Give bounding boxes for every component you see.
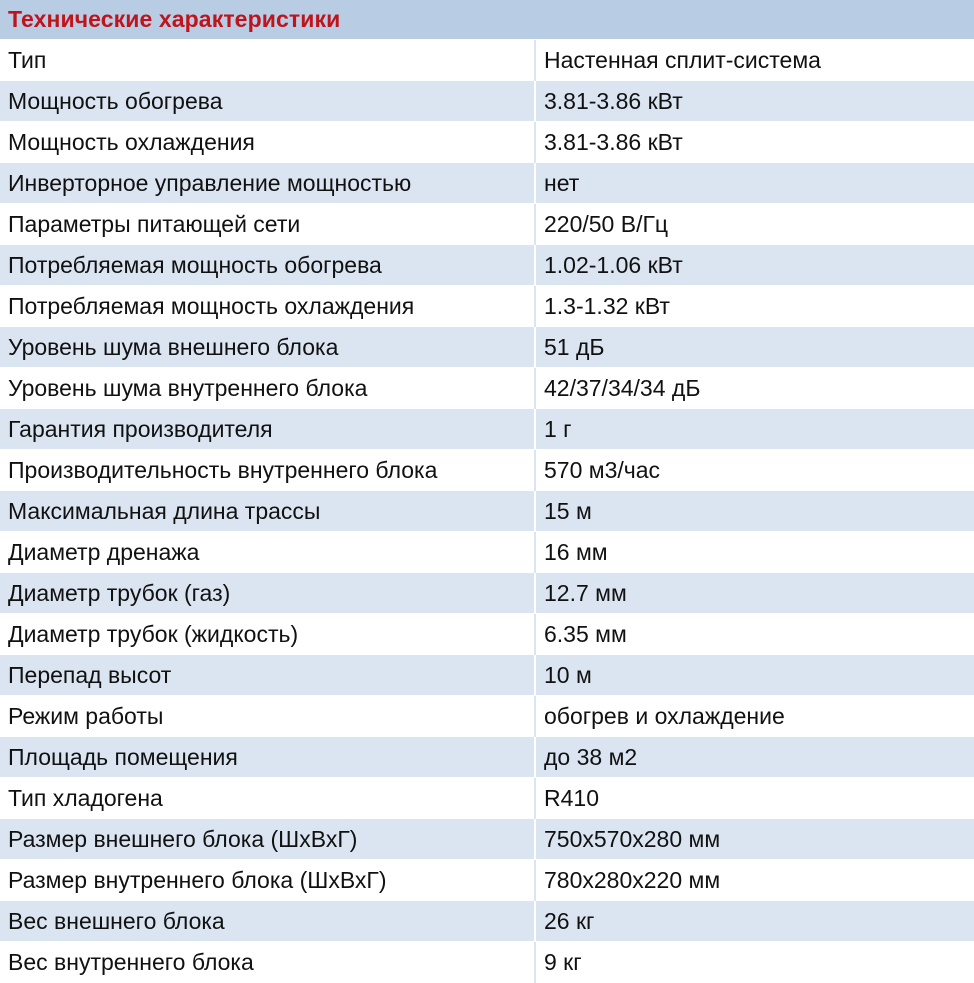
row-label: Уровень шума внешнего блока <box>0 327 535 368</box>
row-label: Параметры питающей сети <box>0 204 535 245</box>
row-label: Диаметр дренажа <box>0 532 535 573</box>
row-label: Производительность внутреннего блока <box>0 450 535 491</box>
row-value: 12.7 мм <box>535 573 974 614</box>
row-label: Мощность охлаждения <box>0 122 535 163</box>
row-value: 220/50 В/Гц <box>535 204 974 245</box>
row-value: 570 м3/час <box>535 450 974 491</box>
row-label: Площадь помещения <box>0 737 535 778</box>
table-title: Технические характеристики <box>8 6 341 32</box>
row-label: Вес внешнего блока <box>0 901 535 942</box>
row-value: Настенная сплит-система <box>535 40 974 81</box>
table-row <box>0 122 974 163</box>
table-row <box>0 573 974 614</box>
row-label: Максимальная длина трассы <box>0 491 535 532</box>
row-label: Вес внутреннего блока <box>0 942 535 983</box>
row-label: Режим работы <box>0 696 535 737</box>
row-label: Размер внешнего блока (ШхВхГ) <box>0 819 535 860</box>
row-value: обогрев и охлаждение <box>535 696 974 737</box>
row-value: 9 кг <box>535 942 974 983</box>
table-row <box>0 409 974 450</box>
row-label: Уровень шума внутреннего блока <box>0 368 535 409</box>
row-value: 750x570x280 мм <box>535 819 974 860</box>
row-value: нет <box>535 163 974 204</box>
table-row <box>0 860 974 901</box>
table-row <box>0 614 974 655</box>
row-value: 3.81-3.86 кВт <box>535 81 974 122</box>
row-value: 6.35 мм <box>535 614 974 655</box>
row-label: Мощность обогрева <box>0 81 535 122</box>
table-row <box>0 737 974 778</box>
row-value: 10 м <box>535 655 974 696</box>
table-row <box>0 901 974 942</box>
table-row <box>0 942 974 983</box>
table-row <box>0 655 974 696</box>
table-row <box>0 491 974 532</box>
table-row <box>0 204 974 245</box>
row-label: Гарантия производителя <box>0 409 535 450</box>
row-value: 42/37/34/34 дБ <box>535 368 974 409</box>
row-label: Потребляемая мощность обогрева <box>0 245 535 286</box>
row-label: Перепад высот <box>0 655 535 696</box>
table-row <box>0 532 974 573</box>
row-value: R410 <box>535 778 974 819</box>
table-row <box>0 368 974 409</box>
row-value: 1.02-1.06 кВт <box>535 245 974 286</box>
row-label: Тип <box>0 40 535 81</box>
table-row <box>0 163 974 204</box>
row-value: 780x280x220 мм <box>535 860 974 901</box>
row-label: Инверторное управление мощностью <box>0 163 535 204</box>
row-label: Диаметр трубок (газ) <box>0 573 535 614</box>
row-label: Потребляемая мощность охлаждения <box>0 286 535 327</box>
row-value: 1 г <box>535 409 974 450</box>
table-row <box>0 450 974 491</box>
row-value: 3.81-3.86 кВт <box>535 122 974 163</box>
row-value: 26 кг <box>535 901 974 942</box>
table-row <box>0 327 974 368</box>
row-value: 15 м <box>535 491 974 532</box>
row-value: 51 дБ <box>535 327 974 368</box>
row-label: Тип хладогена <box>0 778 535 819</box>
table-row <box>0 81 974 122</box>
table-row <box>0 245 974 286</box>
row-label: Диаметр трубок (жидкость) <box>0 614 535 655</box>
spec-table <box>0 40 974 983</box>
table-row <box>0 40 974 81</box>
table-row <box>0 286 974 327</box>
title-row <box>0 0 974 40</box>
table-row <box>0 819 974 860</box>
row-label: Размер внутреннего блока (ШхВхГ) <box>0 860 535 901</box>
row-value: до 38 м2 <box>535 737 974 778</box>
row-value: 1.3-1.32 кВт <box>535 286 974 327</box>
table-row <box>0 778 974 819</box>
table-row <box>0 696 974 737</box>
row-value: 16 мм <box>535 532 974 573</box>
